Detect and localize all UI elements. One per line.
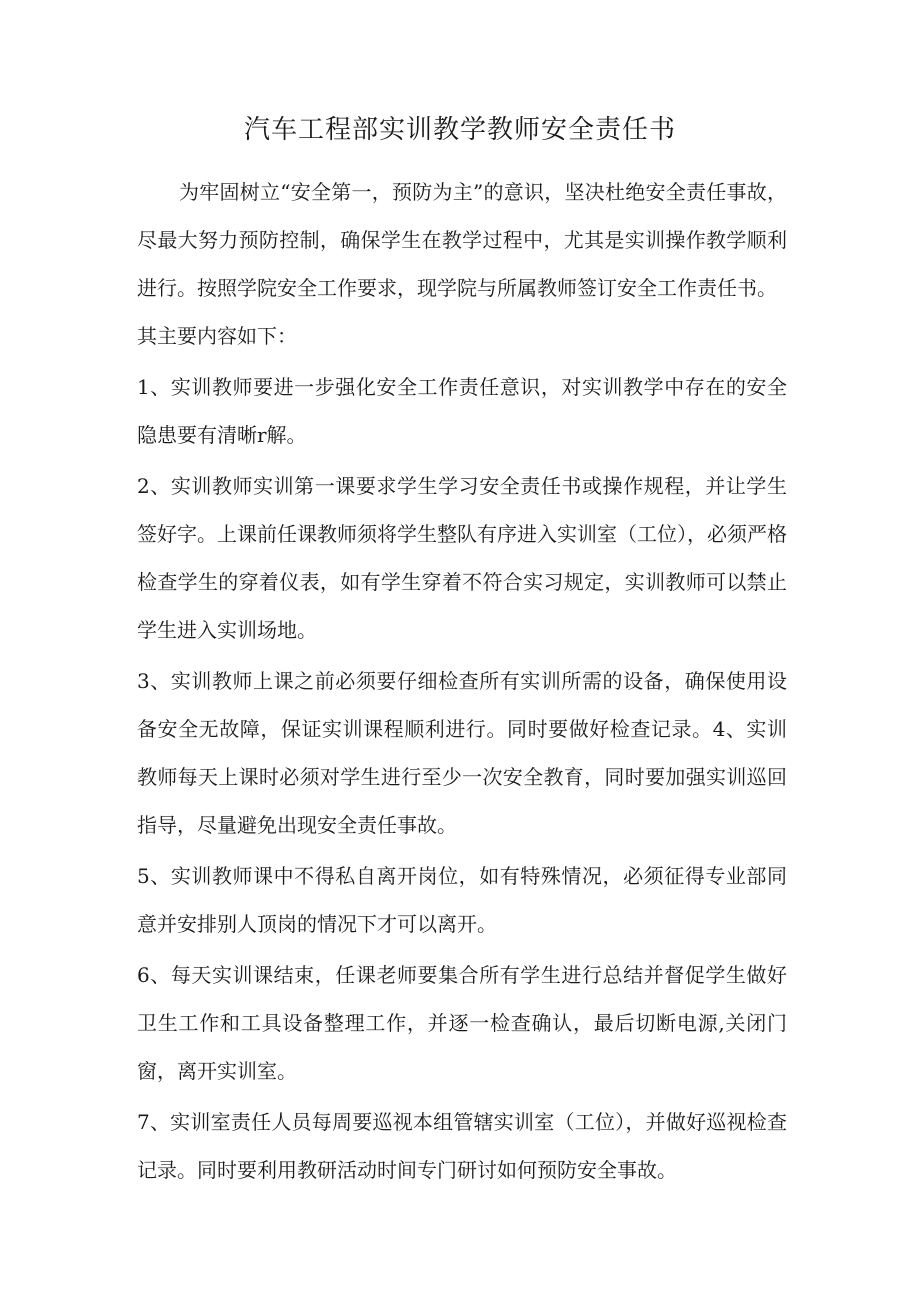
content-subheading: 其主要内容如下： xyxy=(137,324,297,348)
list-item-6: 6、每天实训课结束，任课老师要集合所有学生进行总结并督促学生做好卫生工作和工具设备整理工作，并逐一检查确认，最后切断电源,关闭门窗，离开实训室。 xyxy=(137,963,787,1083)
list-item-3: 3、实训教师上课之前必须要仔细检查所有实训所需的设备，确保使用设备安全无故障，保证实训课程顺利进行。同时要做好检查记录。4、实训教师每天上课时必须对学生进行至少一次安全教育，同时要加强实训巡回指导，尽量避免出现安全责任事故。 xyxy=(137,669,787,837)
document-body xyxy=(137,168,787,1194)
list-item-5: 5、实训教师课中不得私自离开岗位，如有特殊情况，必须征得专业部同意并安排别人顶岗的情况下才可以离开。 xyxy=(137,864,787,936)
list-item-2: 2、实训教师实训第一课要求学生学习安全责任书或操作规程，并让学生签好字。上课前任课教师须将学生整队有序进入实训室（工位），必须严格检查学生的穿着仪表，如有学生穿着不符合实习规定，实训教师可以禁止学生进入实训场地。 xyxy=(137,474,787,642)
list-item-1: 1、实训教师要进一步强化安全工作责任意识，对实训教学中存在的安全隐患要有清晰r解。 xyxy=(137,375,787,447)
document-title: 汽车工程部实训教学教师安全责任书 xyxy=(243,115,676,145)
intro-paragraph: 为牢固树立“安全第一，预防为主”的意识，坚决杜绝安全责任事故，尽最大努力预防控制，确保学生在教学过程中，尤其是实训操作教学顺利进行。按照学院安全工作要求，现学院与所属教师签订安全工作责任书。 xyxy=(137,180,787,300)
list-item-7: 7、实训室责任人员每周要巡视本组管辖实训室（工位），并做好巡视检查记录。同时要利用教研活动时间专门研讨如何预防安全事故。 xyxy=(137,1110,787,1182)
